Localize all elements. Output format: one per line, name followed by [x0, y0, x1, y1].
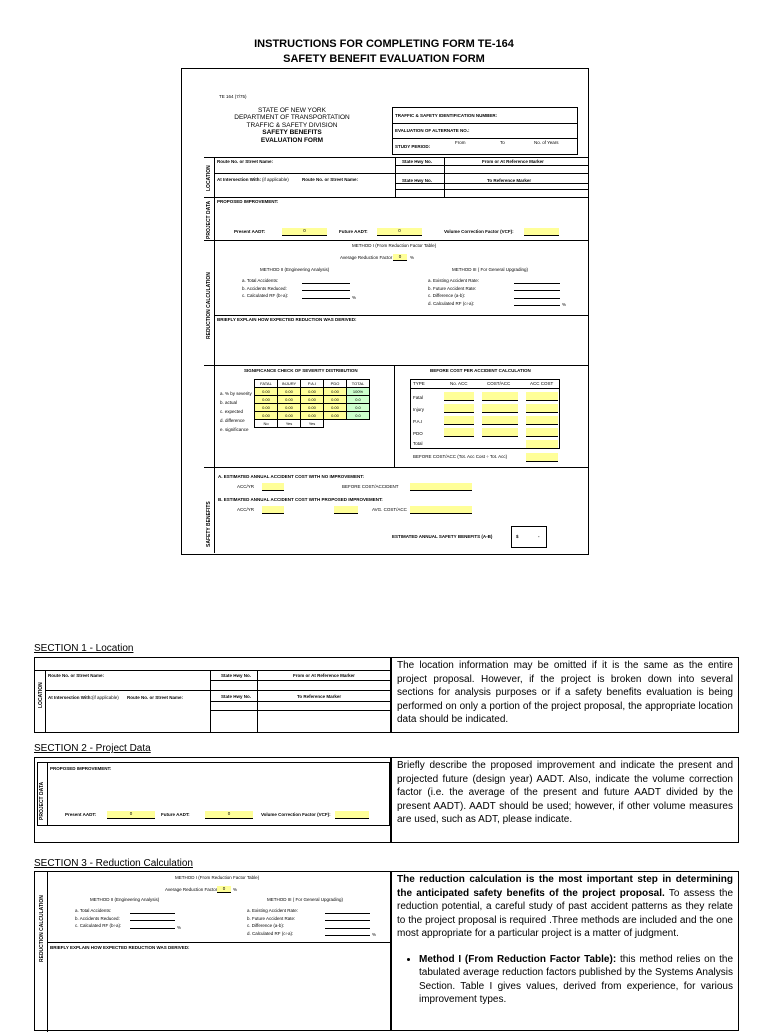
present-aadt-label: Present AADT:: [65, 812, 97, 817]
cost-cell: [526, 392, 558, 401]
explain-label: BRIEFLY EXPLAIN HOW EXPECTED REDUCTION WAS DERIVED:: [50, 945, 190, 950]
sig-cell: 0.00: [324, 396, 347, 404]
section1-desc-cell: [391, 657, 739, 733]
m2-item: a. Total Accidents:: [75, 908, 112, 913]
state-hwy-label: State Hwy No.: [221, 694, 252, 699]
route2-label: Route No. or Street Name:: [127, 695, 184, 700]
section3-form-clip: [34, 871, 391, 1031]
section3-text: [397, 873, 733, 941]
method-list: [397, 953, 733, 1007]
section2-text: Briefly describe the proposed improvement and indicate the present and projected future (design year) AADT. Also, indicate the volume correction factor (i.e. the average of the present and future AADT divided by the present AADT). AADT should be used; however, if other volume measures are used, such as ADT, please indicate.: [397, 760, 733, 825]
sig-row-label: c. expected: [220, 409, 244, 414]
section2-title: SECTION 2 - Project Data: [34, 743, 151, 754]
est-total-dash: -: [538, 534, 540, 539]
before-cost-acc-label: BEFORE COST/ACCIDENT: [342, 484, 399, 489]
cost-cell: [526, 404, 558, 413]
route-label: Route No. or Street Name:: [217, 159, 274, 164]
vcf-value: [524, 228, 559, 236]
pct: %: [233, 887, 238, 892]
state-hwy-label: State Hwy No.: [402, 159, 433, 164]
present-aadt-label: Present AADT:: [234, 229, 266, 234]
sig-cell: 0.00: [324, 404, 347, 412]
m2-item: b. Accidents Reduced:: [242, 285, 287, 291]
state-hwy-label: State Hwy No.: [402, 178, 433, 183]
if-applicable: (if applicable): [92, 695, 119, 700]
avg-red-value: 0: [217, 886, 231, 893]
route2-label: Route No. or Street Name:: [302, 177, 359, 182]
sig-cell: Yes: [301, 420, 324, 428]
explain-label: BRIEFLY EXPLAIN HOW EXPECTED REDUCTION WAS DERIVED:: [217, 317, 357, 322]
cost-row: P.A.I: [413, 419, 423, 424]
sig-cell: 0.00: [324, 412, 347, 420]
method2-label: METHOD II (Engineering Analysis): [90, 897, 160, 902]
method1-label: METHOD I (From Reduction Factor Table): [175, 875, 260, 880]
future-aadt-value: 0: [377, 228, 422, 236]
if-applicable: (if applicable): [262, 177, 289, 182]
doc-title-line2: SAFETY BENEFIT EVALUATION FORM: [283, 53, 485, 65]
future-aadt-value: 0: [205, 811, 253, 819]
m3-item: d. Calculated RF (c÷a):: [247, 930, 294, 936]
to-label: To: [500, 140, 505, 145]
cost-col: No. ACC: [450, 381, 468, 386]
side-reduction: REDUCTION CALCULATION: [206, 272, 212, 339]
m3-item: d. Calculated RF (c÷a):: [428, 300, 475, 306]
study-period-label: STUDY PERIOD:: [395, 144, 431, 149]
est-total-label: ESTIMATED ANNUAL SAFETY BENEFITS (A-B): [392, 534, 493, 539]
agency-line: STATE OF NEW YORK: [258, 107, 326, 114]
est-a-value: [410, 483, 472, 491]
cost-cell: [444, 404, 474, 413]
sig-cell: 0.00: [301, 404, 324, 412]
cost-cell: [444, 416, 474, 425]
vcf-label: Volume Correction Factor (VCF):: [444, 229, 514, 234]
acc-yr-value: [262, 506, 284, 514]
cost-title: BEFORE COST PER ACCIDENT CALCULATION: [430, 368, 531, 373]
avg-red-label: Average Reduction Factor: [340, 255, 393, 260]
sig-cell: [347, 420, 370, 428]
side-location: LOCATION: [206, 165, 212, 191]
acc-yr-label: ACC/YR: [237, 507, 255, 512]
method1-bullet: [419, 953, 733, 1007]
future-aadt-label: Future AADT:: [339, 229, 368, 234]
sig-cell: 0.00: [301, 388, 324, 396]
section3-title: SECTION 3 - Reduction Calculation: [34, 858, 193, 869]
cost-row: Injury: [413, 407, 425, 412]
form-sheet: [181, 68, 589, 555]
sig-row-label: a. % by severity: [220, 391, 252, 396]
state-hwy-label: State Hwy No.: [221, 673, 252, 678]
side-project: PROJECT DATA: [39, 781, 45, 820]
cost-cell: [526, 416, 558, 425]
sig-col: FATAL: [255, 380, 278, 388]
method2-label: METHOD II (Engineering Analysis): [260, 267, 330, 272]
vcf-value: [335, 811, 369, 819]
m2-item: c. Calculated RF (b÷a):: [242, 293, 289, 298]
side-location: LOCATION: [38, 682, 44, 708]
sig-cell: 100%: [347, 388, 370, 396]
sig-cell: 0.00: [255, 412, 278, 420]
form-title: SAFETY BENEFITS: [262, 129, 322, 137]
est-b-label: B. ESTIMATED ANNUAL ACCIDENT COST WITH PROPOSED IMPROVEMENT:: [218, 497, 383, 502]
section3-body-text: To assess the reduction potential, a careful study of past accident patterns as they relate to the project proposal is required .Three methods are included and the one most appropriate for a particular project is a matter of judgment.: [397, 887, 734, 939]
future-aadt-label: Future AADT:: [161, 812, 190, 817]
agency-line: DEPARTMENT OF TRANSPORTATION: [234, 114, 350, 122]
section1-form-clip: [34, 657, 391, 733]
sig-cell: 0.00: [255, 388, 278, 396]
sig-table: [254, 379, 370, 428]
m3-item: a. Existing Accident Rate:: [247, 908, 299, 913]
rf-value: [334, 506, 358, 514]
id-number-label: TRAFFIC & SAFETY IDENTIFICATION NUMBER:: [395, 113, 498, 118]
section1-title: SECTION 1 - Location: [34, 643, 134, 654]
avg-red-value: 0: [393, 254, 407, 261]
sig-cell: [324, 420, 347, 428]
pct: %: [177, 925, 182, 930]
pct: %: [562, 302, 567, 307]
sig-col: P.A.I: [301, 380, 324, 388]
pct: %: [372, 932, 377, 937]
to-ref-label: To Reference Marker: [297, 694, 342, 699]
est-a-label: A. ESTIMATED ANNUAL ACCIDENT COST WITH NO IMPROVEMENT:: [218, 474, 364, 479]
section1-text: The location information may be omitted if it is the same as the entire project proposal. However, if the project is broken down into several sections for analysis purposes or if a safety benefits evaluation is being performed on only a portion of the project proposal, the appropriate location data should be indicated.: [397, 660, 733, 725]
before-cost-value: [526, 453, 558, 462]
method1-bullet-text: this method relies on the tabulated average reduction factors published by the Systems Analysis Section. Table I gives values, derived from experience, for various improvement types.: [419, 953, 734, 1005]
sig-row-label: e. significance: [220, 427, 249, 432]
sig-cell: 0.0: [347, 396, 370, 404]
cost-cell: [444, 428, 474, 437]
sig-cell: 0.00: [278, 412, 301, 420]
sig-cell: 0.00: [278, 388, 301, 396]
pct: %: [352, 295, 357, 300]
section2-form-clip: [34, 757, 391, 843]
cost-row: Fatal: [413, 395, 424, 400]
section3-bold-text: The reduction calculation is the most important step in determining the anticipated safety benefits of the project proposal.: [397, 874, 733, 899]
section3-desc-cell: [391, 871, 739, 1031]
cost-row: PDO: [413, 431, 423, 436]
m2-item: c. Calculated RF (b÷a):: [75, 923, 122, 928]
method1-label: METHOD I (From Reduction Factor Table): [352, 243, 437, 248]
intersection-label: At Intersection With:: [48, 695, 92, 700]
proposed-label: PROPOSED IMPROVEMENT:: [50, 766, 112, 771]
method1-bullet-title: Method I (From Reduction Factor Table):: [419, 953, 617, 965]
cost-col: COST/ACC: [487, 381, 511, 386]
doc-title-line1: INSTRUCTIONS FOR COMPLETING FORM TE-164: [254, 38, 514, 50]
sig-cell: 0.0: [347, 404, 370, 412]
cost-cell: [482, 416, 518, 425]
side-project: PROJECT DATA: [206, 200, 212, 239]
side-reduction: REDUCTION CALCULATION: [39, 895, 45, 962]
from-ref-label: From or At Reference Marker: [482, 159, 544, 164]
method3-label: METHOD III ( For General Upgrading): [267, 897, 344, 902]
sig-cell: Yes: [278, 420, 301, 428]
present-aadt-value: 0: [282, 228, 327, 236]
cost-cell: [482, 392, 518, 401]
cost-col: TYPE: [413, 381, 425, 386]
from-label: From: [455, 140, 466, 145]
m3-item: c. Difference (a-b):: [247, 923, 285, 928]
side-safety: SAFETY BENEFITS: [206, 501, 212, 547]
cost-cell: [482, 428, 518, 437]
avg-red-label: Average Reduction Factor: [165, 887, 218, 892]
method3-label: METHOD III ( For General Upgrading): [452, 267, 529, 272]
proposed-label: PROPOSED IMPROVEMENT:: [217, 199, 279, 204]
section2-desc-cell: [391, 757, 739, 843]
years-label: No. of Years: [534, 140, 559, 145]
form-title: EVALUATION FORM: [260, 136, 324, 144]
est-b-value: [410, 506, 472, 514]
m2-item: a. Total Accidents:: [242, 278, 279, 283]
pct: %: [410, 255, 415, 260]
cost-row: Total: [413, 441, 423, 446]
to-ref-label: To Reference Marker: [487, 178, 532, 183]
acc-yr-label: ACC/YR: [237, 484, 255, 489]
m3-item: c. Difference (a-b):: [428, 293, 466, 298]
form-code: TE 164 (7/75): [219, 94, 247, 99]
sig-col: PDO: [324, 380, 347, 388]
sig-col: TOTAL: [347, 380, 370, 388]
before-cost-label: BEFORE COST/ACC (Tot. Acc Cost ÷ Tot. Acc): [413, 454, 508, 459]
cost-cell: [482, 404, 518, 413]
vcf-label: Volume Correction Factor (VCF):: [261, 812, 331, 817]
cost-cell: [444, 392, 474, 401]
acc-yr-value: [262, 483, 284, 491]
sig-title: SIGNIFICANCE CHECK OF SEVERITY DISTRIBUTION: [244, 368, 358, 373]
sig-row-label: b. actual: [220, 400, 238, 405]
alternate-label: EVALUATION OF ALTERNATE NO.:: [395, 128, 470, 133]
m3-item: b. Future Accident Rate:: [428, 285, 477, 291]
sig-cell: 0.00: [301, 412, 324, 420]
from-ref-label: From or At Reference Marker: [293, 673, 355, 678]
cost-col: ACC COST: [530, 381, 554, 386]
agency-line: TRAFFIC & SAFETY DIVISION: [246, 121, 338, 129]
sig-cell: 0.0: [347, 412, 370, 420]
route-label: Route No. or Street Name:: [48, 673, 105, 678]
sig-cell: 0.00: [278, 404, 301, 412]
sig-cell: No: [255, 420, 278, 428]
est-total-dollar: $: [516, 534, 519, 539]
sig-cell: 0.00: [301, 396, 324, 404]
sig-cell: 0.00: [324, 388, 347, 396]
cost-cell: [526, 440, 558, 449]
intersection-label: At Intersection With:: [217, 177, 261, 182]
m2-item: b. Accidents Reduced:: [75, 915, 120, 921]
avg-cost-label: AVG. COST/ACC: [372, 507, 407, 512]
sig-row-label: d. difference: [220, 418, 245, 423]
sig-cell: 0.00: [278, 396, 301, 404]
cost-cell: [526, 428, 558, 437]
m3-item: a. Existing Accident Rate:: [428, 278, 480, 283]
m3-item: b. Future Accident Rate:: [247, 915, 296, 921]
sig-cell: 0.00: [255, 404, 278, 412]
present-aadt-value: 0: [107, 811, 155, 819]
sig-col: INJURY: [278, 380, 301, 388]
sig-cell: 0.00: [255, 396, 278, 404]
